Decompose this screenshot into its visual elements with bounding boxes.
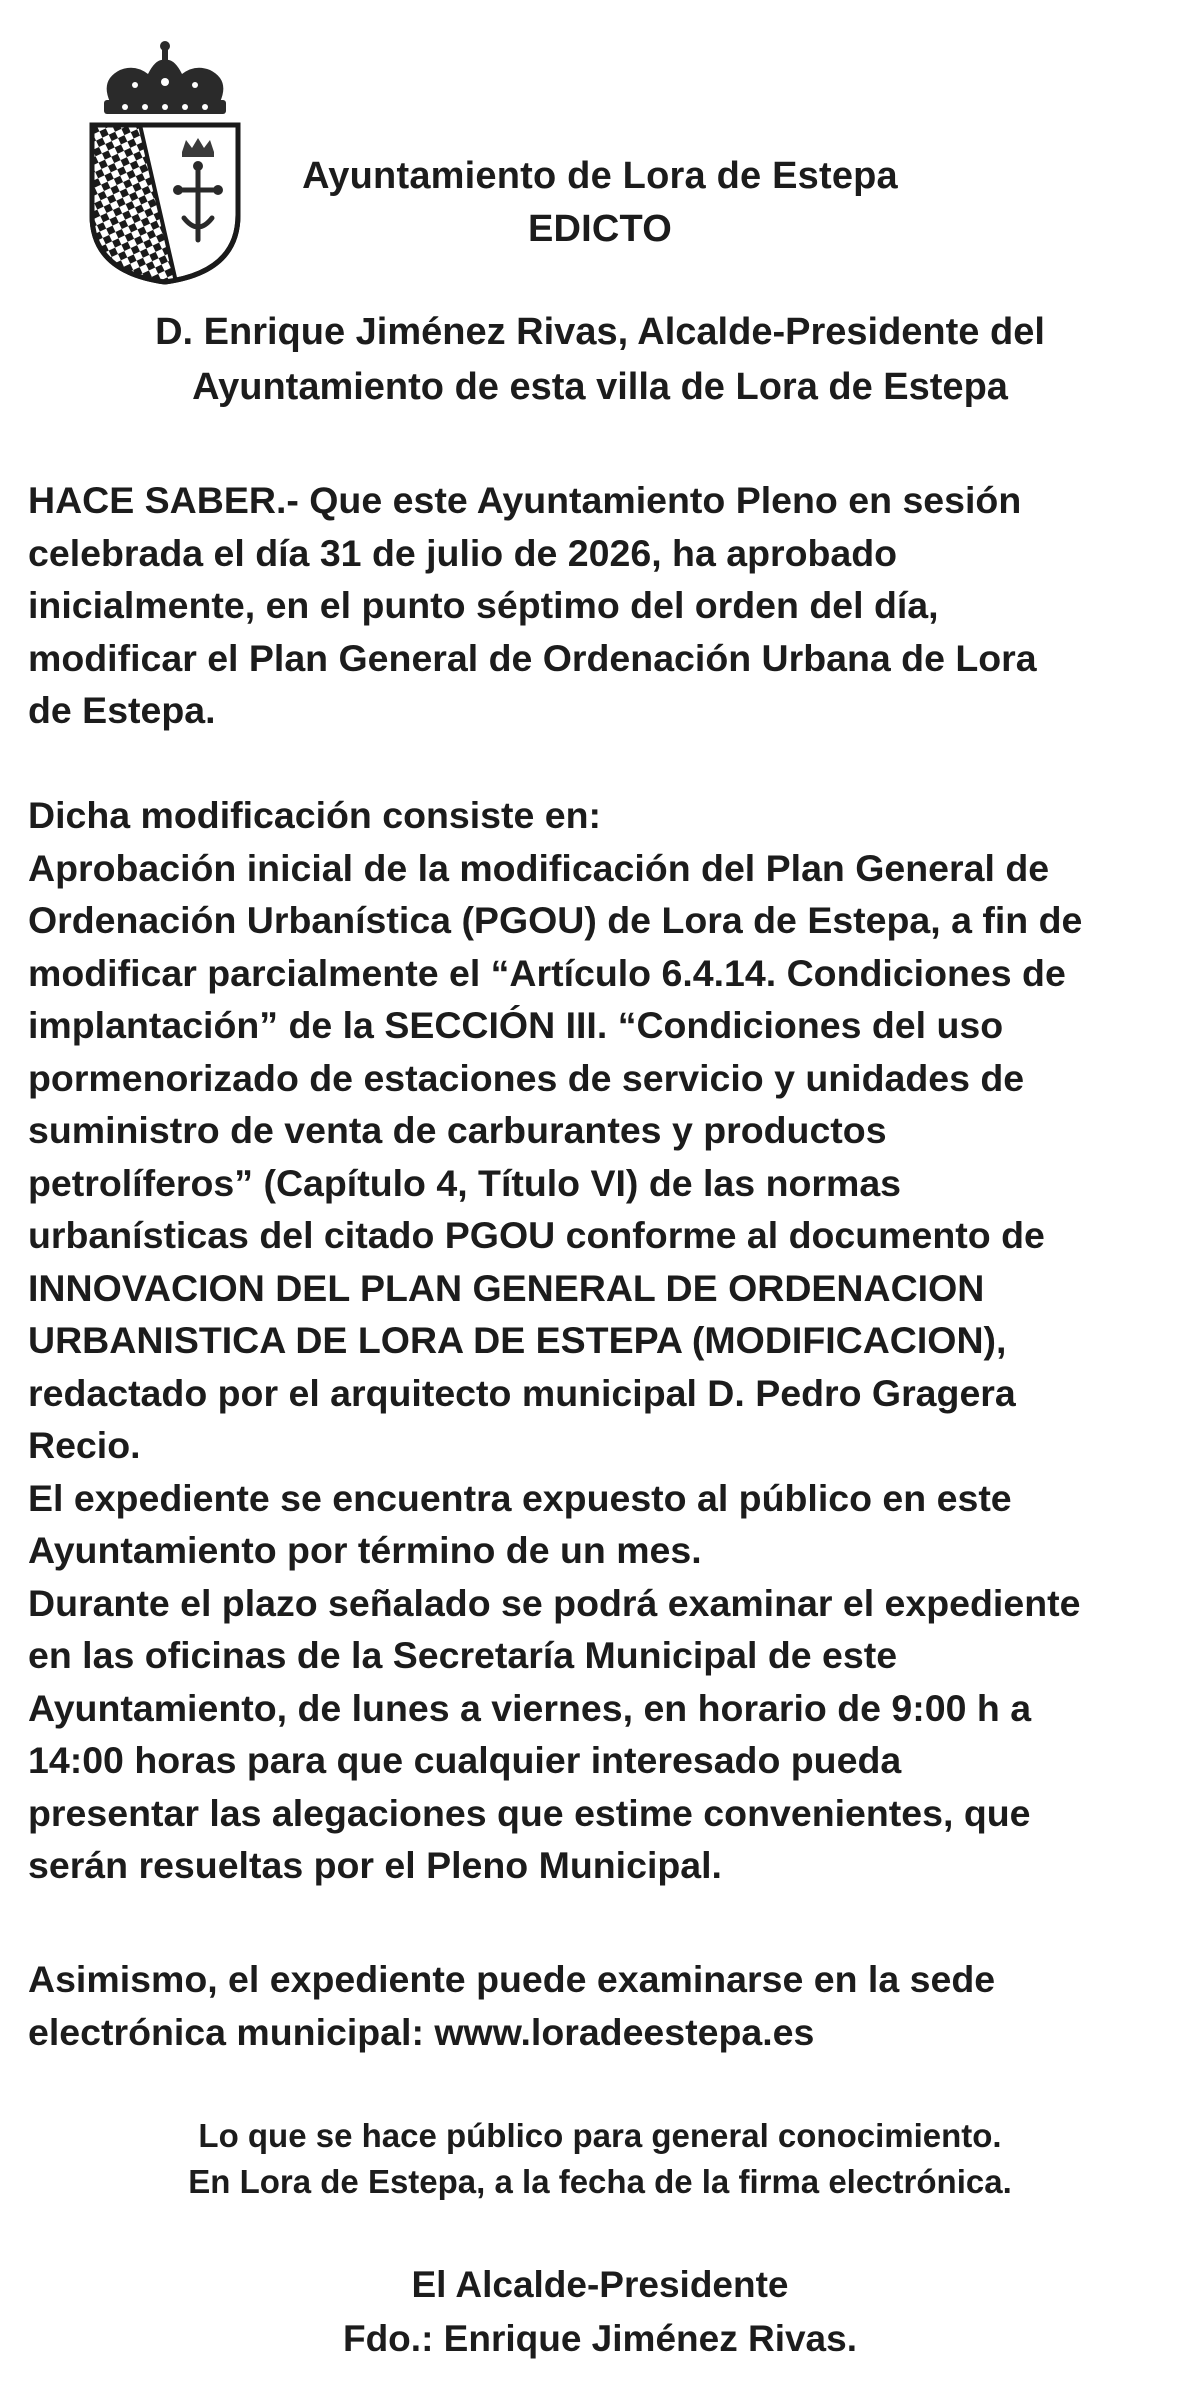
paragraph-line: suministro de venta de carburantes y productos: [28, 1109, 887, 1151]
paragraph-line: presentar las alegaciones que estime convenientes, que: [28, 1791, 1031, 1834]
paragraph-line: Asimismo, el expediente puede examinarse en la sede: [28, 1958, 996, 2000]
coat-of-arms-icon: [80, 40, 250, 285]
paragraph-line: Ayuntamiento por término de un mes.: [28, 1529, 702, 1571]
closing-line: En Lora de Estepa, a la fecha de la firma electrónica.: [188, 2163, 1012, 2200]
signatory-title: El Alcalde-Presidente: [411, 2264, 789, 2305]
paragraph-line: pormenorizado de estaciones de servicio y unidades de: [28, 1056, 1025, 1099]
institution-name: Ayuntamiento de Lora de Estepa: [302, 155, 898, 197]
intro-line: D. Enrique Jiménez Rivas, Alcalde-Presidente del: [155, 311, 1045, 353]
mayor-introduction: [60, 305, 1140, 415]
paragraph-line: Aprobación inicial de la modificación del Plan General de: [28, 846, 1050, 889]
paragraph-line: HACE SABER.- Que este Ayuntamiento Pleno en sesión: [28, 479, 1022, 521]
signature-block: [0, 2258, 1200, 2366]
intro-line: Ayuntamiento de esta villa de Lora de Estepa: [192, 366, 1008, 408]
closing-statement: [0, 2113, 1200, 2205]
paragraph-line: Ordenación Urbanística (PGOU) de Lora de Estepa, a fin de: [28, 899, 1083, 941]
closing-line: Lo que se hace público para general conocimiento.: [198, 2117, 1002, 2154]
paragraph-line: Ayuntamiento, de lunes a viernes, en horario de 9:00 h a: [28, 1686, 1032, 1729]
paragraph-line: Durante el plazo señalado se podrá examinar el expediente: [28, 1581, 1081, 1624]
paragraph-line: redactado por el arquitecto municipal D. Pedro Gragera: [28, 1371, 1016, 1414]
paragraph-line: implantación” de la SECCIÓN III. “Condiciones del uso: [28, 1004, 1004, 1046]
paragraph-line: inicialmente, en el punto séptimo del orden del día,: [28, 584, 939, 626]
paragraph-line: urbanísticas del citado PGOU conforme al documento de: [28, 1214, 1045, 1256]
paragraph-line: electrónica municipal: www.loradeestepa.es: [28, 2010, 815, 2053]
paragraph-modification: [28, 789, 1178, 1892]
header: [0, 0, 1200, 300]
header-title: [250, 150, 950, 256]
paragraph-line: modificar parcialmente el “Artículo 6.4.14. Condiciones de: [28, 951, 1066, 994]
paragraph-line: El expediente se encuentra expuesto al público en este: [28, 1476, 1012, 1519]
paragraph-line: modificar el Plan General de Ordenación Urbana de Lora: [28, 636, 1037, 679]
document-type: EDICTO: [527, 208, 673, 250]
paragraph-electronic-office: [28, 1953, 1178, 2058]
paragraph-line: en las oficinas de la Secretaría Municipal de este: [28, 1634, 898, 1676]
paragraph-hace-saber: [28, 474, 1178, 737]
paragraph-line: Recio.: [28, 1424, 141, 1466]
paragraph-line: 14:00 horas para que cualquier interesado pueda: [28, 1739, 902, 1781]
paragraph-line: celebrada el día 31 de julio de 2026, ha aprobado: [28, 531, 898, 574]
paragraph-line: serán resueltas por el Pleno Municipal.: [28, 1844, 722, 1886]
signatory-name: Fdo.: Enrique Jiménez Rivas.: [342, 2318, 857, 2359]
paragraph-line: INNOVACION DEL PLAN GENERAL DE ORDENACION: [28, 1266, 985, 1309]
paragraph-line: petrolíferos” (Capítulo 4, Título VI) de las normas: [28, 1161, 902, 1204]
paragraph-line: Dicha modificación consiste en:: [28, 794, 602, 836]
paragraph-line: de Estepa.: [28, 689, 216, 731]
paragraph-line: URBANISTICA DE LORA DE ESTEPA (MODIFICACION),: [28, 1319, 1007, 1361]
